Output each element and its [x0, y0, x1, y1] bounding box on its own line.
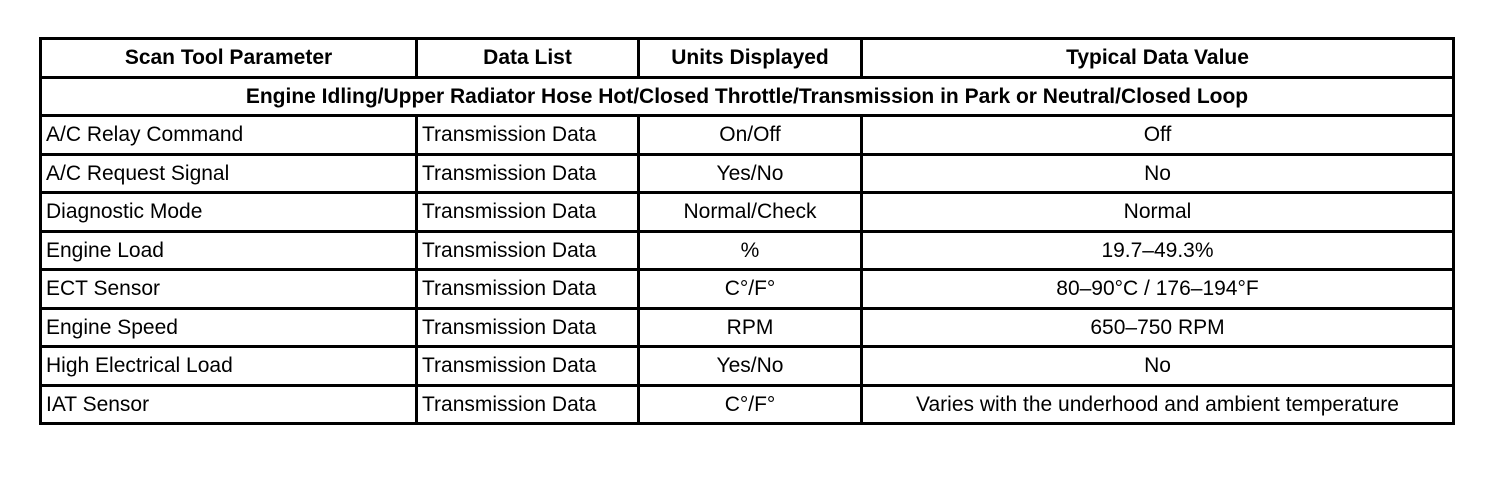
section-label: Engine Idling/Upper Radiator Hose Hot/Closed Throttle/Transmission in Park or Neutral/Closed Loop: [41, 77, 1454, 116]
parameter-cell: Engine Load: [41, 231, 417, 270]
parameter-cell: A/C Request Signal: [41, 154, 417, 193]
table-row: [41, 347, 1454, 386]
typical-value-cell: 19.7–49.3%: [862, 231, 1454, 270]
header-row: [41, 39, 1454, 78]
typical-value-cell: 80–90°C / 176–194°F: [862, 270, 1454, 309]
table-row: [41, 308, 1454, 347]
units-cell: RPM: [639, 308, 862, 347]
table-row: [41, 116, 1454, 155]
header-scan-tool-parameter: Scan Tool Parameter: [41, 39, 417, 78]
parameter-cell: IAT Sensor: [41, 385, 417, 424]
typical-value-cell: Off: [862, 116, 1454, 155]
section-row: [41, 77, 1454, 116]
units-cell: C°/F°: [639, 385, 862, 424]
table-row: [41, 270, 1454, 309]
typical-value-cell: 650–750 RPM: [862, 308, 1454, 347]
data-list-cell: Transmission Data: [417, 385, 639, 424]
parameter-cell: Engine Speed: [41, 308, 417, 347]
units-cell: C°/F°: [639, 270, 862, 309]
table-row: [41, 385, 1454, 424]
data-list-cell: Transmission Data: [417, 270, 639, 309]
header-units-displayed: Units Displayed: [639, 39, 862, 78]
data-list-cell: Transmission Data: [417, 231, 639, 270]
parameter-cell: A/C Relay Command: [41, 116, 417, 155]
data-list-cell: Transmission Data: [417, 154, 639, 193]
data-list-cell: Transmission Data: [417, 193, 639, 232]
data-list-cell: Transmission Data: [417, 347, 639, 386]
table-row: [41, 193, 1454, 232]
units-cell: Yes/No: [639, 347, 862, 386]
parameter-cell: High Electrical Load: [41, 347, 417, 386]
parameter-cell: Diagnostic Mode: [41, 193, 417, 232]
parameter-cell: ECT Sensor: [41, 270, 417, 309]
table-row: [41, 154, 1454, 193]
units-cell: Yes/No: [639, 154, 862, 193]
typical-value-cell: Varies with the underhood and ambient temperature: [862, 385, 1454, 424]
data-list-cell: Transmission Data: [417, 116, 639, 155]
scan-tool-data-table: [39, 37, 1455, 425]
typical-value-cell: No: [862, 154, 1454, 193]
data-list-cell: Transmission Data: [417, 308, 639, 347]
table-row: [41, 231, 1454, 270]
units-cell: On/Off: [639, 116, 862, 155]
header-data-list: Data List: [417, 39, 639, 78]
units-cell: %: [639, 231, 862, 270]
typical-value-cell: No: [862, 347, 1454, 386]
typical-value-cell: Normal: [862, 193, 1454, 232]
header-typical-data-value: Typical Data Value: [862, 39, 1454, 78]
units-cell: Normal/Check: [639, 193, 862, 232]
